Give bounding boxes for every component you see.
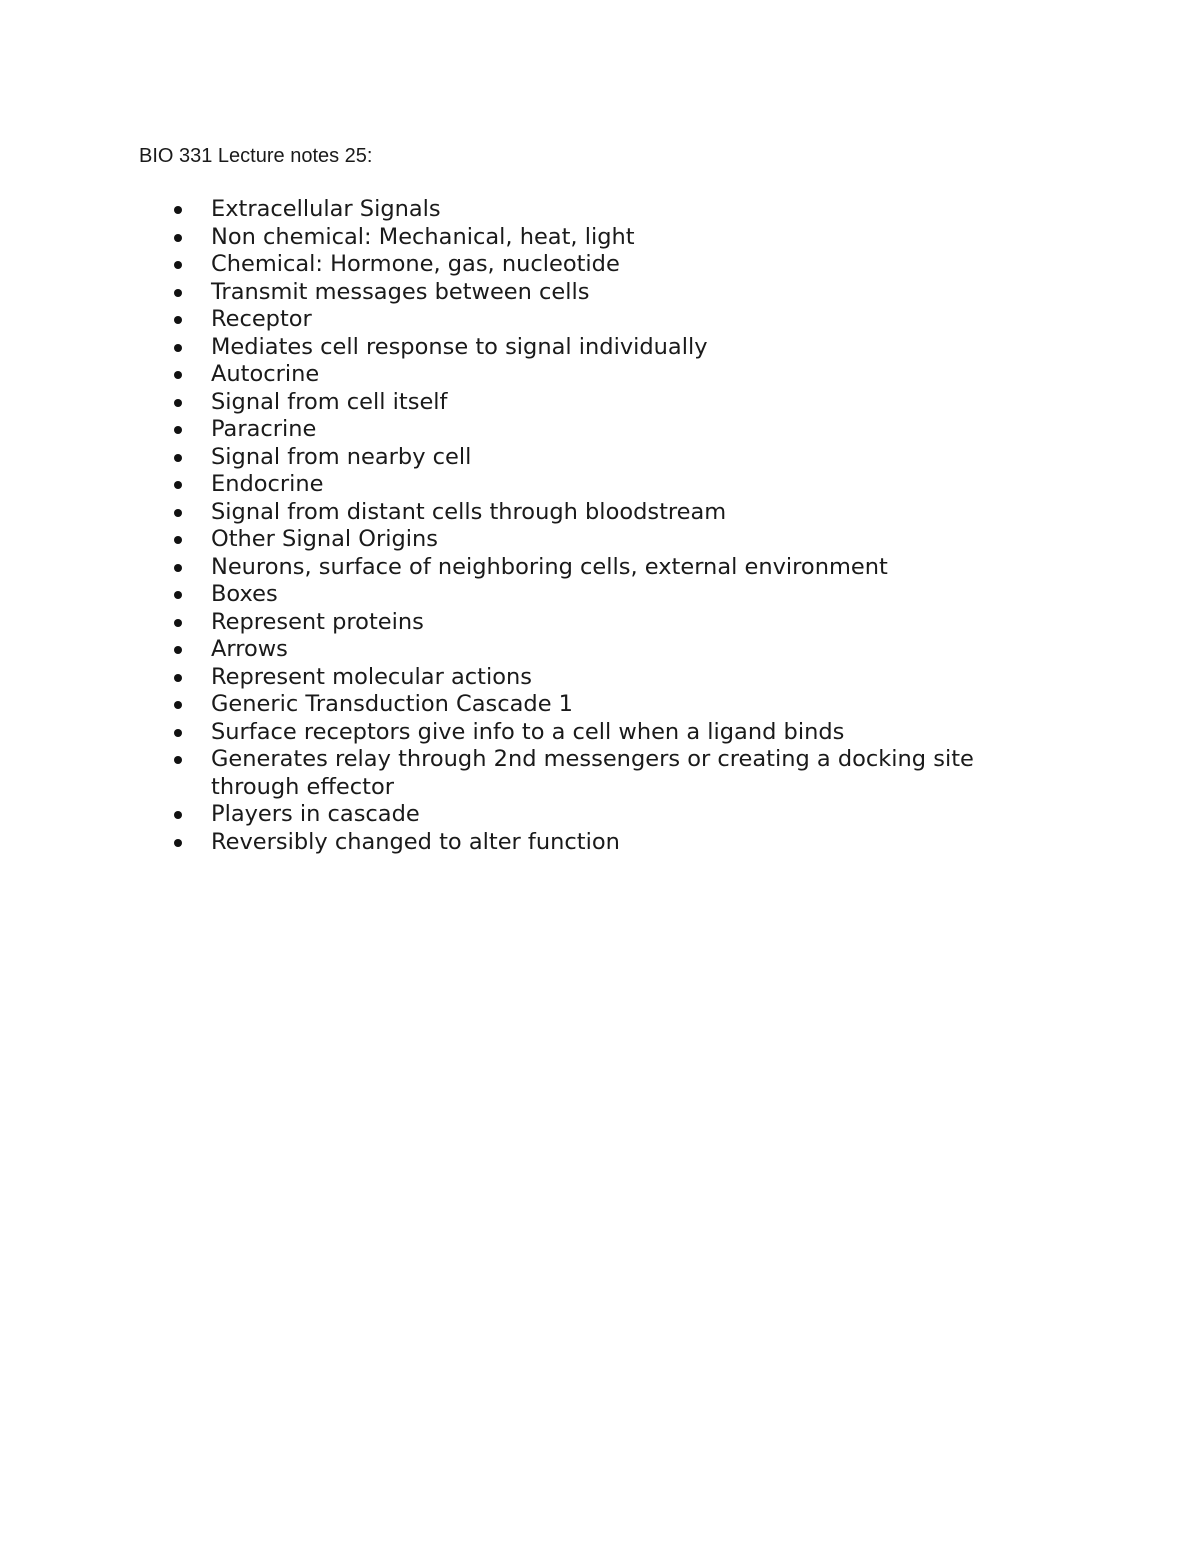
list-item bbox=[0, 801, 1200, 829]
list-item-text: Neurons, surface of neighboring cells, external environment bbox=[211, 553, 888, 580]
bullet-icon bbox=[174, 316, 182, 324]
list-item-text: Other Signal Origins bbox=[211, 526, 439, 552]
bullet-icon bbox=[174, 839, 182, 847]
list-item-text: Generates relay through 2nd messengers or creating a docking site through effector bbox=[211, 746, 974, 800]
bullet-icon bbox=[174, 701, 182, 709]
bullet-icon bbox=[174, 509, 182, 517]
list-item bbox=[0, 361, 1200, 389]
list-item bbox=[0, 444, 1200, 472]
list-item-text: Represent proteins bbox=[211, 608, 424, 635]
bullet-icon bbox=[174, 481, 182, 489]
bullet-icon bbox=[174, 289, 182, 297]
list-item-text: Arrows bbox=[211, 636, 288, 662]
list-item-text: Extracellular Signals bbox=[211, 196, 441, 222]
list-item-text: Signal from distant cells through bloodstream bbox=[211, 498, 727, 525]
list-item-text: Chemical: Hormone, gas, nucleotide bbox=[211, 251, 620, 277]
bullet-group bbox=[0, 306, 1200, 361]
bullet-icon bbox=[174, 729, 182, 737]
bullet-group bbox=[0, 691, 1200, 801]
bullet-icon bbox=[174, 536, 182, 544]
bullet-group bbox=[0, 636, 1200, 691]
list-item-text: Surface receptors give info to a cell when a ligand binds bbox=[211, 718, 845, 745]
list-item-text: Mediates cell response to signal individually bbox=[211, 333, 708, 360]
bullet-icon bbox=[174, 234, 182, 242]
list-item-text: Endocrine bbox=[211, 471, 324, 497]
bullet-icon bbox=[174, 619, 182, 627]
bullet-icon bbox=[174, 344, 182, 352]
bullet-icon bbox=[174, 371, 182, 379]
list-item-text: Paracrine bbox=[211, 416, 317, 442]
list-item-text: Receptor bbox=[211, 306, 312, 332]
list-item bbox=[0, 719, 1200, 747]
bullet-group bbox=[0, 416, 1200, 471]
list-item bbox=[0, 526, 1200, 554]
list-item bbox=[0, 416, 1200, 444]
bullet-icon bbox=[174, 674, 182, 682]
list-item bbox=[0, 471, 1200, 499]
bullet-icon bbox=[174, 811, 182, 819]
list-item bbox=[0, 581, 1200, 609]
bullet-icon bbox=[174, 261, 182, 269]
list-item bbox=[0, 691, 1200, 719]
list-item-text: Generic Transduction Cascade 1 bbox=[211, 691, 573, 717]
list-item bbox=[0, 746, 1200, 801]
bullet-icon bbox=[174, 564, 182, 572]
list-item bbox=[0, 609, 1200, 637]
list-item-text: Represent molecular actions bbox=[211, 663, 532, 690]
bullet-group bbox=[0, 526, 1200, 581]
list-item-text: Signal from cell itself bbox=[211, 388, 448, 415]
list-item-text: Players in cascade bbox=[211, 801, 420, 827]
bullet-icon bbox=[174, 756, 182, 764]
list-item bbox=[0, 306, 1200, 334]
bullet-group bbox=[0, 361, 1200, 416]
list-item-text: Autocrine bbox=[211, 361, 320, 387]
list-item bbox=[0, 251, 1200, 279]
bullet-icon bbox=[174, 646, 182, 654]
notes-list bbox=[0, 196, 1200, 856]
list-item bbox=[0, 499, 1200, 527]
bullet-icon bbox=[174, 454, 182, 462]
list-item-text: Non chemical: Mechanical, heat, light bbox=[211, 223, 635, 250]
list-item bbox=[0, 829, 1200, 857]
bullet-icon bbox=[174, 399, 182, 407]
bullet-group bbox=[0, 196, 1200, 306]
list-item bbox=[0, 554, 1200, 582]
bullet-group bbox=[0, 801, 1200, 856]
bullet-icon bbox=[174, 426, 182, 434]
list-item-text: Transmit messages between cells bbox=[211, 278, 590, 305]
list-item-text: Boxes bbox=[211, 581, 278, 607]
bullet-group bbox=[0, 581, 1200, 636]
list-item-text: Signal from nearby cell bbox=[211, 443, 472, 470]
list-item bbox=[0, 279, 1200, 307]
bullet-icon bbox=[174, 206, 182, 214]
list-item bbox=[0, 196, 1200, 224]
list-item bbox=[0, 334, 1200, 362]
list-item bbox=[0, 664, 1200, 692]
list-item-text: Reversibly changed to alter function bbox=[211, 828, 620, 855]
page-title: BIO 331 Lecture notes 25: bbox=[139, 145, 373, 167]
list-item bbox=[0, 224, 1200, 252]
list-item bbox=[0, 389, 1200, 417]
bullet-icon bbox=[174, 591, 182, 599]
list-item bbox=[0, 636, 1200, 664]
bullet-group bbox=[0, 471, 1200, 526]
